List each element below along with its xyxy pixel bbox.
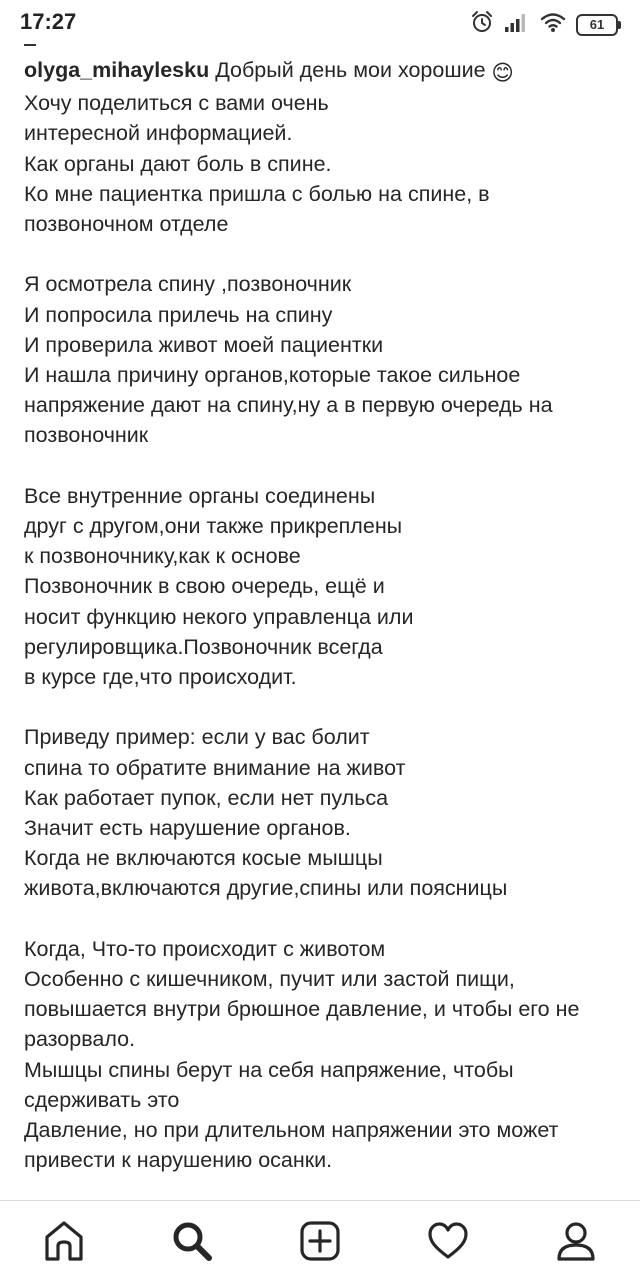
caption-line: напряжение дают на спину,ну а в первую очередь на <box>24 393 553 418</box>
wifi-icon <box>540 11 566 38</box>
caption-line: позвоночном отделе <box>24 212 229 237</box>
caption-line: носит функцию некого управленца или <box>24 604 414 629</box>
post-username[interactable]: olyga_mihaylesku <box>24 58 210 82</box>
caption-line: Ко мне пациентка пришла с болью на спине, в <box>24 181 490 206</box>
caption-line: Все внутренние органы соединены <box>24 483 376 508</box>
search-icon <box>170 1219 214 1263</box>
caption-line: в курсе где,что происходит. <box>24 665 297 690</box>
caption-line: Я осмотрела спину ,позвоночник <box>24 272 352 297</box>
nav-activity-button[interactable] <box>413 1206 483 1276</box>
caption-line: Значит есть нарушение органов. <box>24 816 351 841</box>
caption-blank-line <box>24 239 624 269</box>
post-caption <box>24 55 624 1175</box>
home-icon <box>42 1219 86 1263</box>
nav-home-button[interactable] <box>29 1206 99 1276</box>
caption-line: позвоночник <box>24 423 149 448</box>
profile-icon <box>554 1219 598 1263</box>
caption-line: Приведу пример: если у вас болит <box>24 725 370 750</box>
caption-blank-line <box>24 451 624 481</box>
caption-line: Особенно с кишечником, пучит или застой пищи, <box>24 967 515 992</box>
activity-heart-icon <box>426 1219 470 1263</box>
caption-line: регулировщика.Позвоночник всегда <box>24 634 383 659</box>
caption-line: Мышцы спины берут на себя напряжение, чтобы <box>24 1057 514 1082</box>
caption-line: спина то обратите внимание на живот <box>24 755 406 780</box>
caption-line: к позвоночнику,как к основе <box>24 544 301 569</box>
caption-first-line <box>24 55 624 88</box>
caption-line: сдерживать это <box>24 1087 180 1112</box>
caption-line: И проверила живот моей пациентки <box>24 332 384 357</box>
caption-line: Хочу поделиться с вами очень <box>24 91 329 116</box>
signal-icon <box>504 11 530 38</box>
status-time: 17:27 <box>20 9 77 34</box>
caption-line: разорвало. <box>24 1027 136 1052</box>
smiling-face-emoji: 😊 <box>491 61 514 85</box>
nav-profile-button[interactable] <box>541 1206 611 1276</box>
caption-line: И попросила прилечь на спину <box>24 302 333 327</box>
battery-icon: 61 <box>576 14 618 36</box>
caption-line: Как работает пупок, если нет пульса <box>24 785 389 810</box>
caption-line: И нашла причину органов,которые такое сильное <box>24 363 521 388</box>
caption-line: Когда не включаются косые мышцы <box>24 846 383 871</box>
caption-blank-line <box>24 692 624 722</box>
add-post-icon <box>298 1219 342 1263</box>
caption-line: Как органы дают боль в спине. <box>24 151 332 176</box>
caption-blank-line <box>24 904 624 934</box>
caption-line: привести к нарушению осанки. <box>24 1148 333 1173</box>
status-icons <box>470 10 618 39</box>
bottom-nav <box>0 1200 640 1281</box>
caption-line: живота,включаются другие,спины или поясницы <box>24 876 508 901</box>
caption-line: Давление, но при длительном напряжении это может <box>24 1118 559 1143</box>
caption-line: интересной информацией. <box>24 121 293 146</box>
alarm-icon <box>470 10 494 39</box>
caption-line: Когда, Что-то происходит с животом <box>24 936 386 961</box>
status-bar <box>0 0 640 44</box>
caption-greeting: Добрый день мои хорошие <box>215 58 486 82</box>
nav-new-post-button[interactable] <box>285 1206 355 1276</box>
nav-search-button[interactable] <box>157 1206 227 1276</box>
caption-line: друг с другом,они также прикреплены <box>24 514 403 539</box>
caption-line: Позвоночник в свою очередь, ещё и <box>24 574 385 599</box>
caption-line: повышается внутри брюшное давление, и чтобы его не <box>24 997 580 1022</box>
